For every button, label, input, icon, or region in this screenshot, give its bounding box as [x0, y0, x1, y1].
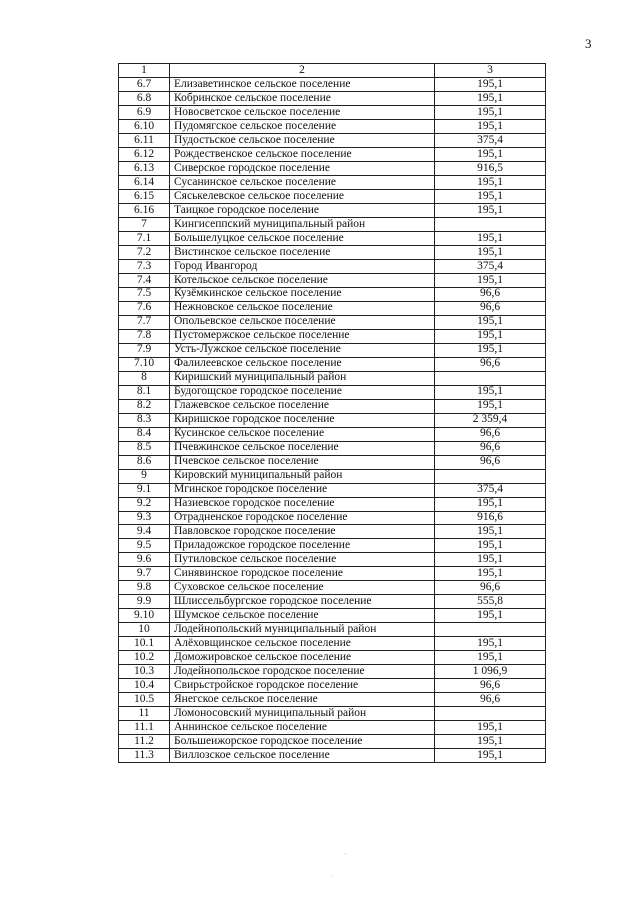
amount-cell: 195,1: [435, 175, 546, 189]
settlement-name-cell: Лодейнопольское городское поселение: [170, 665, 435, 679]
settlement-name-cell: Пчевжинское сельское поселение: [170, 441, 435, 455]
amount-cell: 195,1: [435, 147, 546, 161]
amount-cell: 195,1: [435, 203, 546, 217]
table-row: [119, 133, 546, 147]
table-row: [119, 427, 546, 441]
row-number-cell: 7.6: [119, 301, 170, 315]
table-row: [119, 287, 546, 301]
table-row: [119, 147, 546, 161]
row-number-cell: 7.9: [119, 343, 170, 357]
amount-cell: [435, 469, 546, 483]
settlement-name-cell: Мгинское городское поселение: [170, 483, 435, 497]
table-row: [119, 665, 546, 679]
row-number-cell: 7.1: [119, 231, 170, 245]
table-row: [119, 609, 546, 623]
amount-cell: 195,1: [435, 399, 546, 413]
table-row: [119, 637, 546, 651]
settlement-name-cell: Сусанинское сельское поселение: [170, 175, 435, 189]
row-number-cell: 9.10: [119, 609, 170, 623]
row-number-cell: 9.6: [119, 553, 170, 567]
table-row: [119, 273, 546, 287]
table-row: [119, 567, 546, 581]
settlement-name-cell: Пустомержское сельское поселение: [170, 329, 435, 343]
amount-cell: [435, 707, 546, 721]
row-number-cell: 8.1: [119, 385, 170, 399]
row-number-cell: 8.3: [119, 413, 170, 427]
row-number-cell: 9.7: [119, 567, 170, 581]
row-number-cell: 9.2: [119, 497, 170, 511]
settlement-name-cell: Новосветское сельское поселение: [170, 105, 435, 119]
row-number-cell: 10.3: [119, 665, 170, 679]
settlement-name-cell: Назиевское городское поселение: [170, 497, 435, 511]
table-row: [119, 749, 546, 763]
amount-cell: 195,1: [435, 189, 546, 203]
amount-cell: 195,1: [435, 231, 546, 245]
row-number-cell: 9: [119, 469, 170, 483]
settlement-name-cell: Пудостьское сельское поселение: [170, 133, 435, 147]
settlement-name-cell: Лодейнопольский муниципальный район: [170, 623, 435, 637]
amount-cell: 195,1: [435, 721, 546, 735]
row-number-cell: 7.4: [119, 273, 170, 287]
row-number-cell: 6.12: [119, 147, 170, 161]
amount-cell: 195,1: [435, 105, 546, 119]
settlement-name-cell: Глажевское сельское поселение: [170, 399, 435, 413]
row-number-cell: 6.9: [119, 105, 170, 119]
amount-cell: [435, 371, 546, 385]
row-number-cell: 6.10: [119, 119, 170, 133]
amount-cell: 195,1: [435, 637, 546, 651]
table-row: [119, 707, 546, 721]
amount-cell: 195,1: [435, 553, 546, 567]
settlement-name-cell: Кингисеппский муниципальный район: [170, 217, 435, 231]
row-number-cell: 8: [119, 371, 170, 385]
table-row: [119, 469, 546, 483]
settlement-name-cell: Нежновское сельское поселение: [170, 301, 435, 315]
table-row: [119, 343, 546, 357]
table-row: [119, 77, 546, 91]
settlement-name-cell: Фалилеевское сельское поселение: [170, 357, 435, 371]
table-row: [119, 231, 546, 245]
amount-cell: 195,1: [435, 91, 546, 105]
table-row: [119, 483, 546, 497]
table-row: [119, 301, 546, 315]
amount-cell: 195,1: [435, 567, 546, 581]
settlement-name-cell: Рождественское сельское поселение: [170, 147, 435, 161]
table-row: [119, 721, 546, 735]
settlement-name-cell: Усть-Лужское сельское поселение: [170, 343, 435, 357]
table-row: [119, 91, 546, 105]
row-number-cell: 9.9: [119, 595, 170, 609]
settlement-name-cell: Шлиссельбургское городское поселение: [170, 595, 435, 609]
amount-cell: 375,4: [435, 483, 546, 497]
row-number-cell: 10.5: [119, 693, 170, 707]
row-number-cell: 8.2: [119, 399, 170, 413]
amount-cell: 916,6: [435, 511, 546, 525]
table-row: [119, 161, 546, 175]
row-number-cell: 8.5: [119, 441, 170, 455]
table-header-row: [119, 64, 546, 78]
scan-speck: [345, 853, 346, 854]
table-row: [119, 693, 546, 707]
settlement-name-cell: Пчевское сельское поселение: [170, 455, 435, 469]
amount-cell: 195,1: [435, 651, 546, 665]
row-number-cell: 7.7: [119, 315, 170, 329]
amount-cell: [435, 217, 546, 231]
settlement-name-cell: Пудомягское сельское поселение: [170, 119, 435, 133]
amount-cell: 195,1: [435, 77, 546, 91]
settlement-name-cell: Шумское сельское поселение: [170, 609, 435, 623]
table-row: [119, 357, 546, 371]
settlement-name-cell: Елизаветинское сельское поселение: [170, 77, 435, 91]
table-row: [119, 679, 546, 693]
table-row: [119, 119, 546, 133]
table-row: [119, 539, 546, 553]
table-row: [119, 175, 546, 189]
table-row: [119, 105, 546, 119]
table-row: [119, 413, 546, 427]
table-row: [119, 371, 546, 385]
table-row: [119, 245, 546, 259]
table-row: [119, 385, 546, 399]
amount-cell: 555,8: [435, 595, 546, 609]
table-row: [119, 735, 546, 749]
settlement-name-cell: Город Ивангород: [170, 259, 435, 273]
table-row: [119, 525, 546, 539]
table-row: [119, 553, 546, 567]
amount-cell: 195,1: [435, 385, 546, 399]
table-row: [119, 581, 546, 595]
row-number-cell: 6.14: [119, 175, 170, 189]
header-cell-number: 1: [119, 64, 170, 78]
row-number-cell: 7.2: [119, 245, 170, 259]
table-row: [119, 217, 546, 231]
settlement-name-cell: Янегское сельское поселение: [170, 693, 435, 707]
settlement-name-cell: Большелуцкое сельское поселение: [170, 231, 435, 245]
row-number-cell: 6.8: [119, 91, 170, 105]
row-number-cell: 9.4: [119, 525, 170, 539]
amount-cell: 96,6: [435, 357, 546, 371]
amount-cell: 96,6: [435, 455, 546, 469]
settlement-name-cell: Киришский муниципальный район: [170, 371, 435, 385]
settlement-name-cell: Приладожское городское поселение: [170, 539, 435, 553]
amount-cell: 195,1: [435, 119, 546, 133]
row-number-cell: 7.8: [119, 329, 170, 343]
settlement-name-cell: Аннинское сельское поселение: [170, 721, 435, 735]
settlement-name-cell: Кузёмкинское сельское поселение: [170, 287, 435, 301]
table-row: [119, 203, 546, 217]
row-number-cell: 11.2: [119, 735, 170, 749]
row-number-cell: 11: [119, 707, 170, 721]
row-number-cell: 10.2: [119, 651, 170, 665]
amount-cell: 96,6: [435, 287, 546, 301]
row-number-cell: 6.11: [119, 133, 170, 147]
row-number-cell: 8.6: [119, 455, 170, 469]
settlement-name-cell: Большеижорское городское поселение: [170, 735, 435, 749]
header-cell-value: 3: [435, 64, 546, 78]
row-number-cell: 6.15: [119, 189, 170, 203]
row-number-cell: 6.16: [119, 203, 170, 217]
amount-cell: 96,6: [435, 693, 546, 707]
settlement-name-cell: Кусинское сельское поселение: [170, 427, 435, 441]
row-number-cell: 6.13: [119, 161, 170, 175]
amount-cell: 375,4: [435, 259, 546, 273]
settlement-name-cell: Ломоносовский муниципальный район: [170, 707, 435, 721]
settlement-name-cell: Суховское сельское поселение: [170, 581, 435, 595]
row-number-cell: 7.5: [119, 287, 170, 301]
amount-cell: 375,4: [435, 133, 546, 147]
amount-cell: 195,1: [435, 497, 546, 511]
amount-cell: 96,6: [435, 679, 546, 693]
amount-cell: 195,1: [435, 329, 546, 343]
amount-cell: 96,6: [435, 581, 546, 595]
header-cell-name: 2: [170, 64, 435, 78]
row-number-cell: 7.10: [119, 357, 170, 371]
amount-cell: 2 359,4: [435, 413, 546, 427]
table-row: [119, 455, 546, 469]
amount-cell: 195,1: [435, 245, 546, 259]
settlement-name-cell: Сяськелевское сельское поселение: [170, 189, 435, 203]
settlement-name-cell: Вистинское сельское поселение: [170, 245, 435, 259]
amount-cell: 195,1: [435, 735, 546, 749]
settlement-name-cell: Опольевское сельское поселение: [170, 315, 435, 329]
amount-cell: 96,6: [435, 441, 546, 455]
table-row: [119, 259, 546, 273]
amount-cell: 195,1: [435, 609, 546, 623]
page-number: 3: [585, 36, 592, 51]
table-body: [119, 64, 546, 763]
row-number-cell: 7.3: [119, 259, 170, 273]
scan-speck: [332, 876, 333, 877]
settlement-name-cell: Отрадненское городское поселение: [170, 511, 435, 525]
amount-cell: 195,1: [435, 315, 546, 329]
table-row: [119, 511, 546, 525]
allocation-table: [118, 63, 546, 763]
settlement-name-cell: Доможировское сельское поселение: [170, 651, 435, 665]
settlement-name-cell: Алёховщинское сельское поселение: [170, 637, 435, 651]
settlement-name-cell: Свирьстройское городское поселение: [170, 679, 435, 693]
row-number-cell: 9.5: [119, 539, 170, 553]
amount-cell: 195,1: [435, 525, 546, 539]
amount-cell: 1 096,9: [435, 665, 546, 679]
amount-cell: 195,1: [435, 539, 546, 553]
settlement-name-cell: Киришское городское поселение: [170, 413, 435, 427]
amount-cell: 195,1: [435, 273, 546, 287]
row-number-cell: 10.4: [119, 679, 170, 693]
settlement-name-cell: Кировский муниципальный район: [170, 469, 435, 483]
amount-cell: [435, 623, 546, 637]
row-number-cell: 9.8: [119, 581, 170, 595]
row-number-cell: 10: [119, 623, 170, 637]
row-number-cell: 11.3: [119, 749, 170, 763]
settlement-name-cell: Синявинское городское поселение: [170, 567, 435, 581]
row-number-cell: 8.4: [119, 427, 170, 441]
settlement-name-cell: Сиверское городское поселение: [170, 161, 435, 175]
table-row: [119, 623, 546, 637]
settlement-name-cell: Павловское городское поселение: [170, 525, 435, 539]
table-row: [119, 651, 546, 665]
row-number-cell: 10.1: [119, 637, 170, 651]
row-number-cell: 9.3: [119, 511, 170, 525]
table-row: [119, 399, 546, 413]
amount-cell: 96,6: [435, 427, 546, 441]
table-row: [119, 329, 546, 343]
table-row: [119, 595, 546, 609]
table-row: [119, 189, 546, 203]
amount-cell: 195,1: [435, 749, 546, 763]
amount-cell: 195,1: [435, 343, 546, 357]
row-number-cell: 9.1: [119, 483, 170, 497]
amount-cell: 916,5: [435, 161, 546, 175]
row-number-cell: 6.7: [119, 77, 170, 91]
table-row: [119, 315, 546, 329]
settlement-name-cell: Таицкое городское поселение: [170, 203, 435, 217]
row-number-cell: 11.1: [119, 721, 170, 735]
table-row: [119, 497, 546, 511]
settlement-name-cell: Кобринское сельское поселение: [170, 91, 435, 105]
settlement-name-cell: Будогощское городское поселение: [170, 385, 435, 399]
table-row: [119, 441, 546, 455]
row-number-cell: 7: [119, 217, 170, 231]
settlement-name-cell: Котельское сельское поселение: [170, 273, 435, 287]
settlement-name-cell: Виллозское сельское поселение: [170, 749, 435, 763]
settlement-name-cell: Путиловское сельское поселение: [170, 553, 435, 567]
amount-cell: 96,6: [435, 301, 546, 315]
